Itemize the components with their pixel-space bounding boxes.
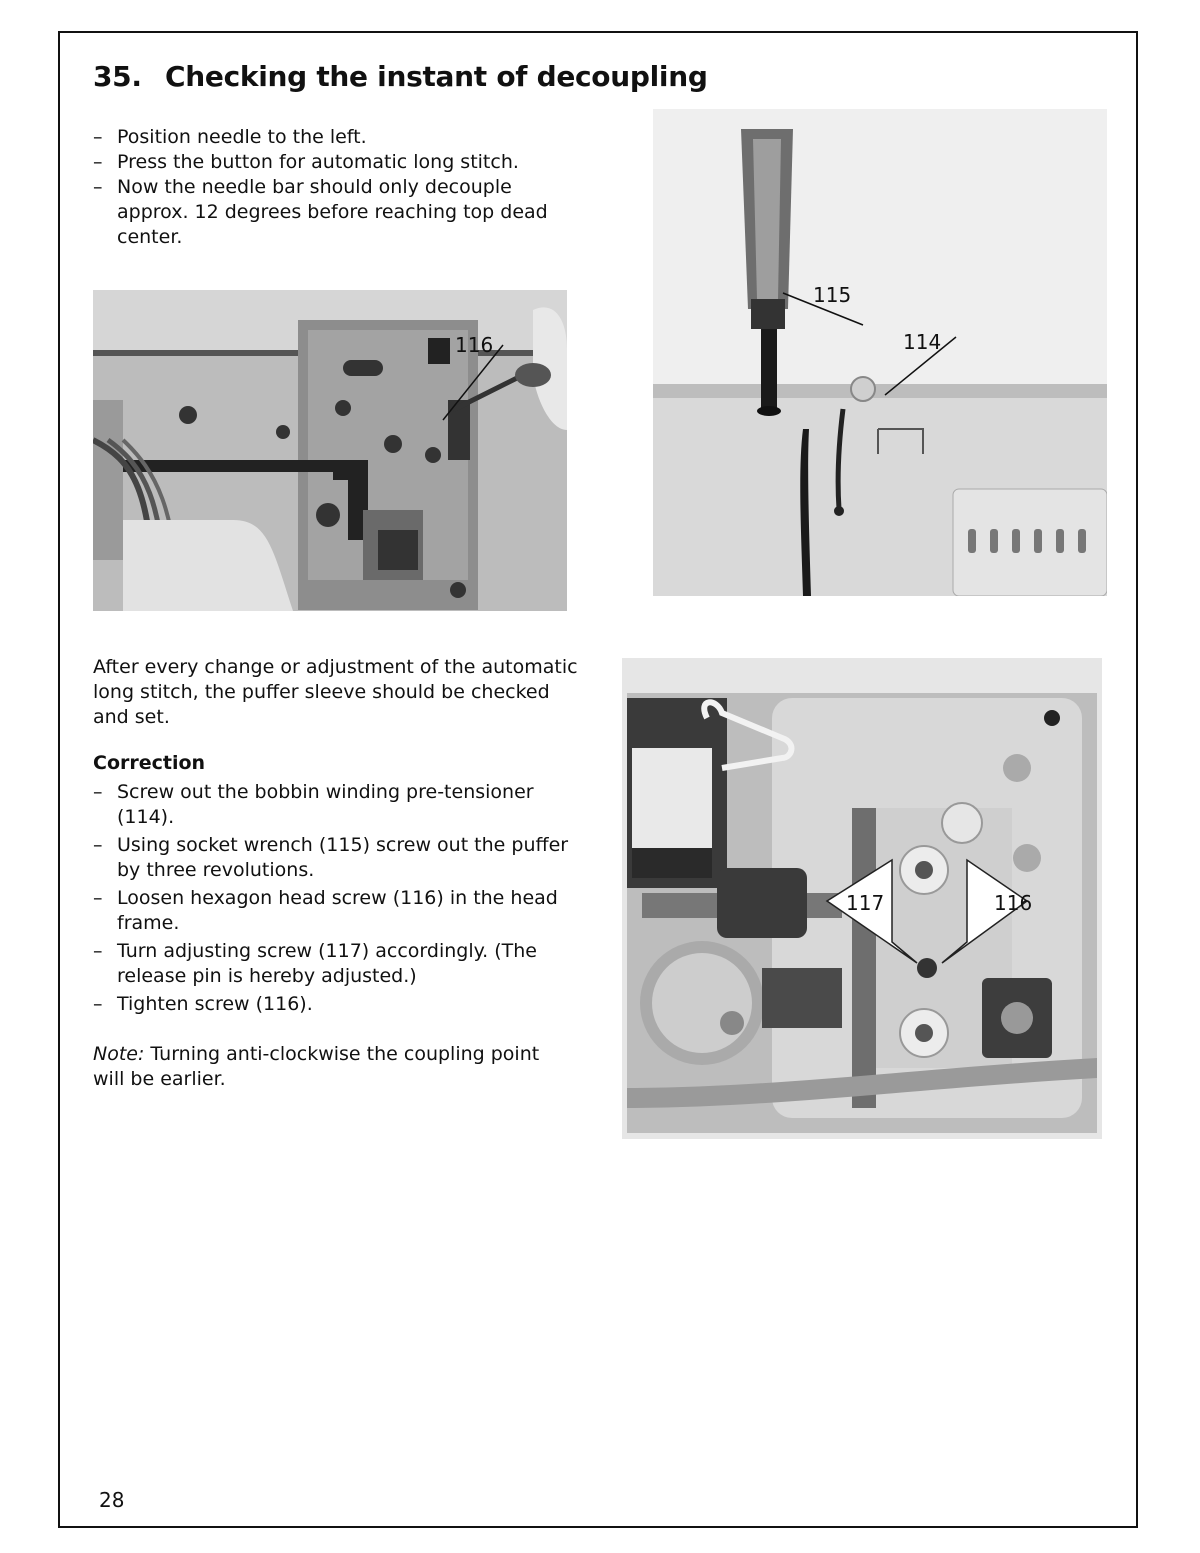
section-number: 35. [93, 60, 142, 93]
list-item: – Tighten screw (116). [93, 992, 573, 1017]
callout-114: 114 [903, 330, 942, 354]
intro-steps [93, 125, 573, 250]
callout-117: 117 [846, 891, 885, 915]
list-item: – Press the button for automatic long stitch. [93, 150, 573, 175]
callout-116: 116 [994, 891, 1033, 915]
list-item: – Now the needle bar should only decouple approx. 12 degrees before reaching top dead center. [93, 175, 573, 250]
photo-head-frame [93, 290, 567, 611]
list-item: – Loosen hexagon head screw (116) in the head frame. [93, 886, 573, 936]
page-number: 28 [99, 1488, 125, 1512]
note-label: Note: [93, 1043, 145, 1065]
photo-adjusting-screws [622, 658, 1102, 1139]
photo-socket-wrench [653, 109, 1107, 596]
list-item: – Turn adjusting screw (117) accordingly. (The release pin is hereby adjusted.) [93, 939, 573, 989]
list-item: – Using socket wrench (115) screw out the puffer by three revolutions. [93, 833, 573, 883]
list-item: – Screw out the bobbin winding pre-tensioner (114). [93, 780, 573, 830]
note [93, 1042, 573, 1092]
correction-steps [93, 780, 573, 1020]
callout-115: 115 [813, 283, 852, 307]
list-item: – Position needle to the left. [93, 125, 573, 150]
correction-heading: Correction [93, 752, 206, 774]
note-text: Turning anti-clockwise the coupling point will be earlier. [93, 1043, 540, 1090]
after-adjustment-text: After every change or adjustment of the automatic long stitch, the puffer sleeve should be checked and set. [93, 656, 578, 728]
section-title: Checking the instant of decoupling [165, 60, 708, 93]
section-heading [93, 60, 708, 93]
callout-116: 116 [455, 333, 494, 357]
